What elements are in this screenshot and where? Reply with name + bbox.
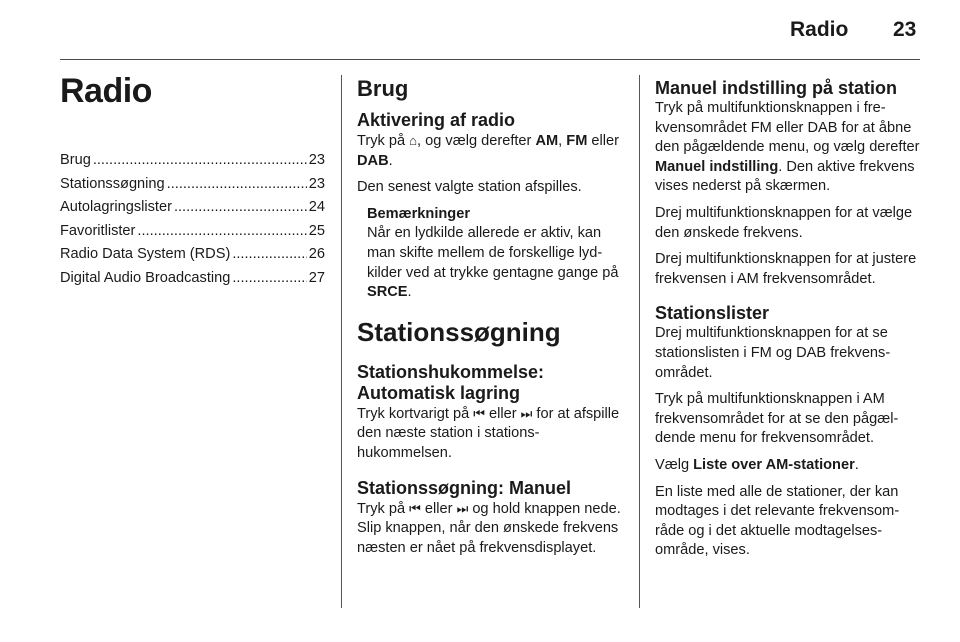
home-icon: ⌂ [409,133,418,148]
subheading-manuel-indstilling: Manuel indstilling på station [655,78,898,98]
toc-leader [232,267,306,291]
column-right [655,72,923,568]
paragraph-manuel: Tryk på ⏮ eller ⏭ og hold knappen nede. Slip knappen, når den ønskede frekvens næsten er nået på frekvensdisplayet. [357,500,621,556]
note-block [367,205,625,303]
paragraph-manuel-indstilling: Tryk på multifunktionsknappen i frekvensområdet FM eller DAB for at åbne den pågældende menu, og vælg derefter Manuel indstilling. Den aktive frekvens vises nederst på skærmen. [655,100,920,195]
toc-page: 26 [308,246,325,262]
toc-page: 23 [308,152,325,168]
toc-label: Autolagringslister [60,199,172,215]
toc-leader [137,220,306,244]
note-title: Bemærkninger [367,205,470,222]
toc-page: 24 [308,199,325,215]
column-toc [60,72,325,290]
toc-leader [167,173,307,197]
toc-page: 27 [308,269,325,286]
toc-item[interactable] [60,243,325,267]
paragraph-last-station: Den senest valgte station afspilles. [357,179,582,196]
column-middle [357,72,625,565]
paragraph-drej-am: Drej multifunktionsknappen for at justere frekvensen i AM frekvensområdet. [655,251,917,287]
toc-label: Digital Audio Broadcasting [60,269,231,286]
toc-label: Favoritlister [60,222,136,239]
toc-label: Stationssøgning [60,175,165,192]
toc-item[interactable] [60,220,325,244]
column-divider-left [341,75,342,608]
page-header [0,0,960,62]
paragraph-drej-frekvens: Drej multifunktionsknappen for at vælge den ønskede frekvens. [655,204,913,241]
subheading-stationslister: Stationslister [655,303,770,324]
subheading-manuel: Stationssøgning: Manuel [357,477,571,498]
next-track-icon: ⏭ [456,500,469,516]
previous-track-icon: ⏮ [409,500,421,516]
column-divider-right [639,75,640,608]
toc-leader [93,149,307,173]
table-of-contents [60,149,325,290]
toc-page: 23 [308,175,325,192]
chapter-title: Radio [60,72,152,110]
subheading-hukommelse: Stationshukommelse: Automatisk lagring [357,361,545,403]
toc-leader [232,243,306,267]
header-title: Radio [790,18,849,41]
next-track-icon: ⏭ [520,405,533,421]
toc-leader [174,196,307,220]
note-text: Når en lydkilde allerede er aktiv, kan man skifte mellem de forskellige lydkilder ved at trykke gentagne gange på SRCE. [367,225,619,301]
toc-item[interactable] [60,267,325,291]
paragraph-stationsliste: Drej multifunktionsknappen for at se stationslisten i FM og DAB frekvensområdet. [655,325,891,381]
paragraph-aktivering: Tryk på ⌂, og vælg derefter AM, FM eller DAB. [357,133,619,169]
header-rule [60,59,920,60]
toc-page: 25 [308,222,325,239]
paragraph-liste-am: Vælg Liste over AM-stationer. [655,456,859,473]
paragraph-automatisk: Tryk kortvarigt på ⏮ eller ⏭ for at afspille den næste station i stationshukommelsen. [357,405,620,461]
page-number: 23 [893,18,917,41]
paragraph-am-menu: Tryk på multifunktionsknappen i AM frekvensområdet for at se den pågældende menu for frekvensområdet. [655,391,899,447]
toc-item[interactable] [60,149,325,173]
subheading-aktivering: Aktivering af radio [357,110,516,130]
section-heading-brug: Brug [357,76,409,101]
toc-label: Radio Data System (RDS) [60,246,231,262]
paragraph-liste-stationer: En liste med alle de stationer, der kan modtages i det relevante frekvensområde og i det aktuelle modtagelsesområde, vises. [655,483,900,559]
toc-item[interactable] [60,173,325,197]
toc-label: Brug [60,152,91,168]
toc-item[interactable] [60,196,325,220]
previous-track-icon: ⏮ [473,405,485,421]
section-heading-stationssogning: Stationssøgning [357,316,561,347]
